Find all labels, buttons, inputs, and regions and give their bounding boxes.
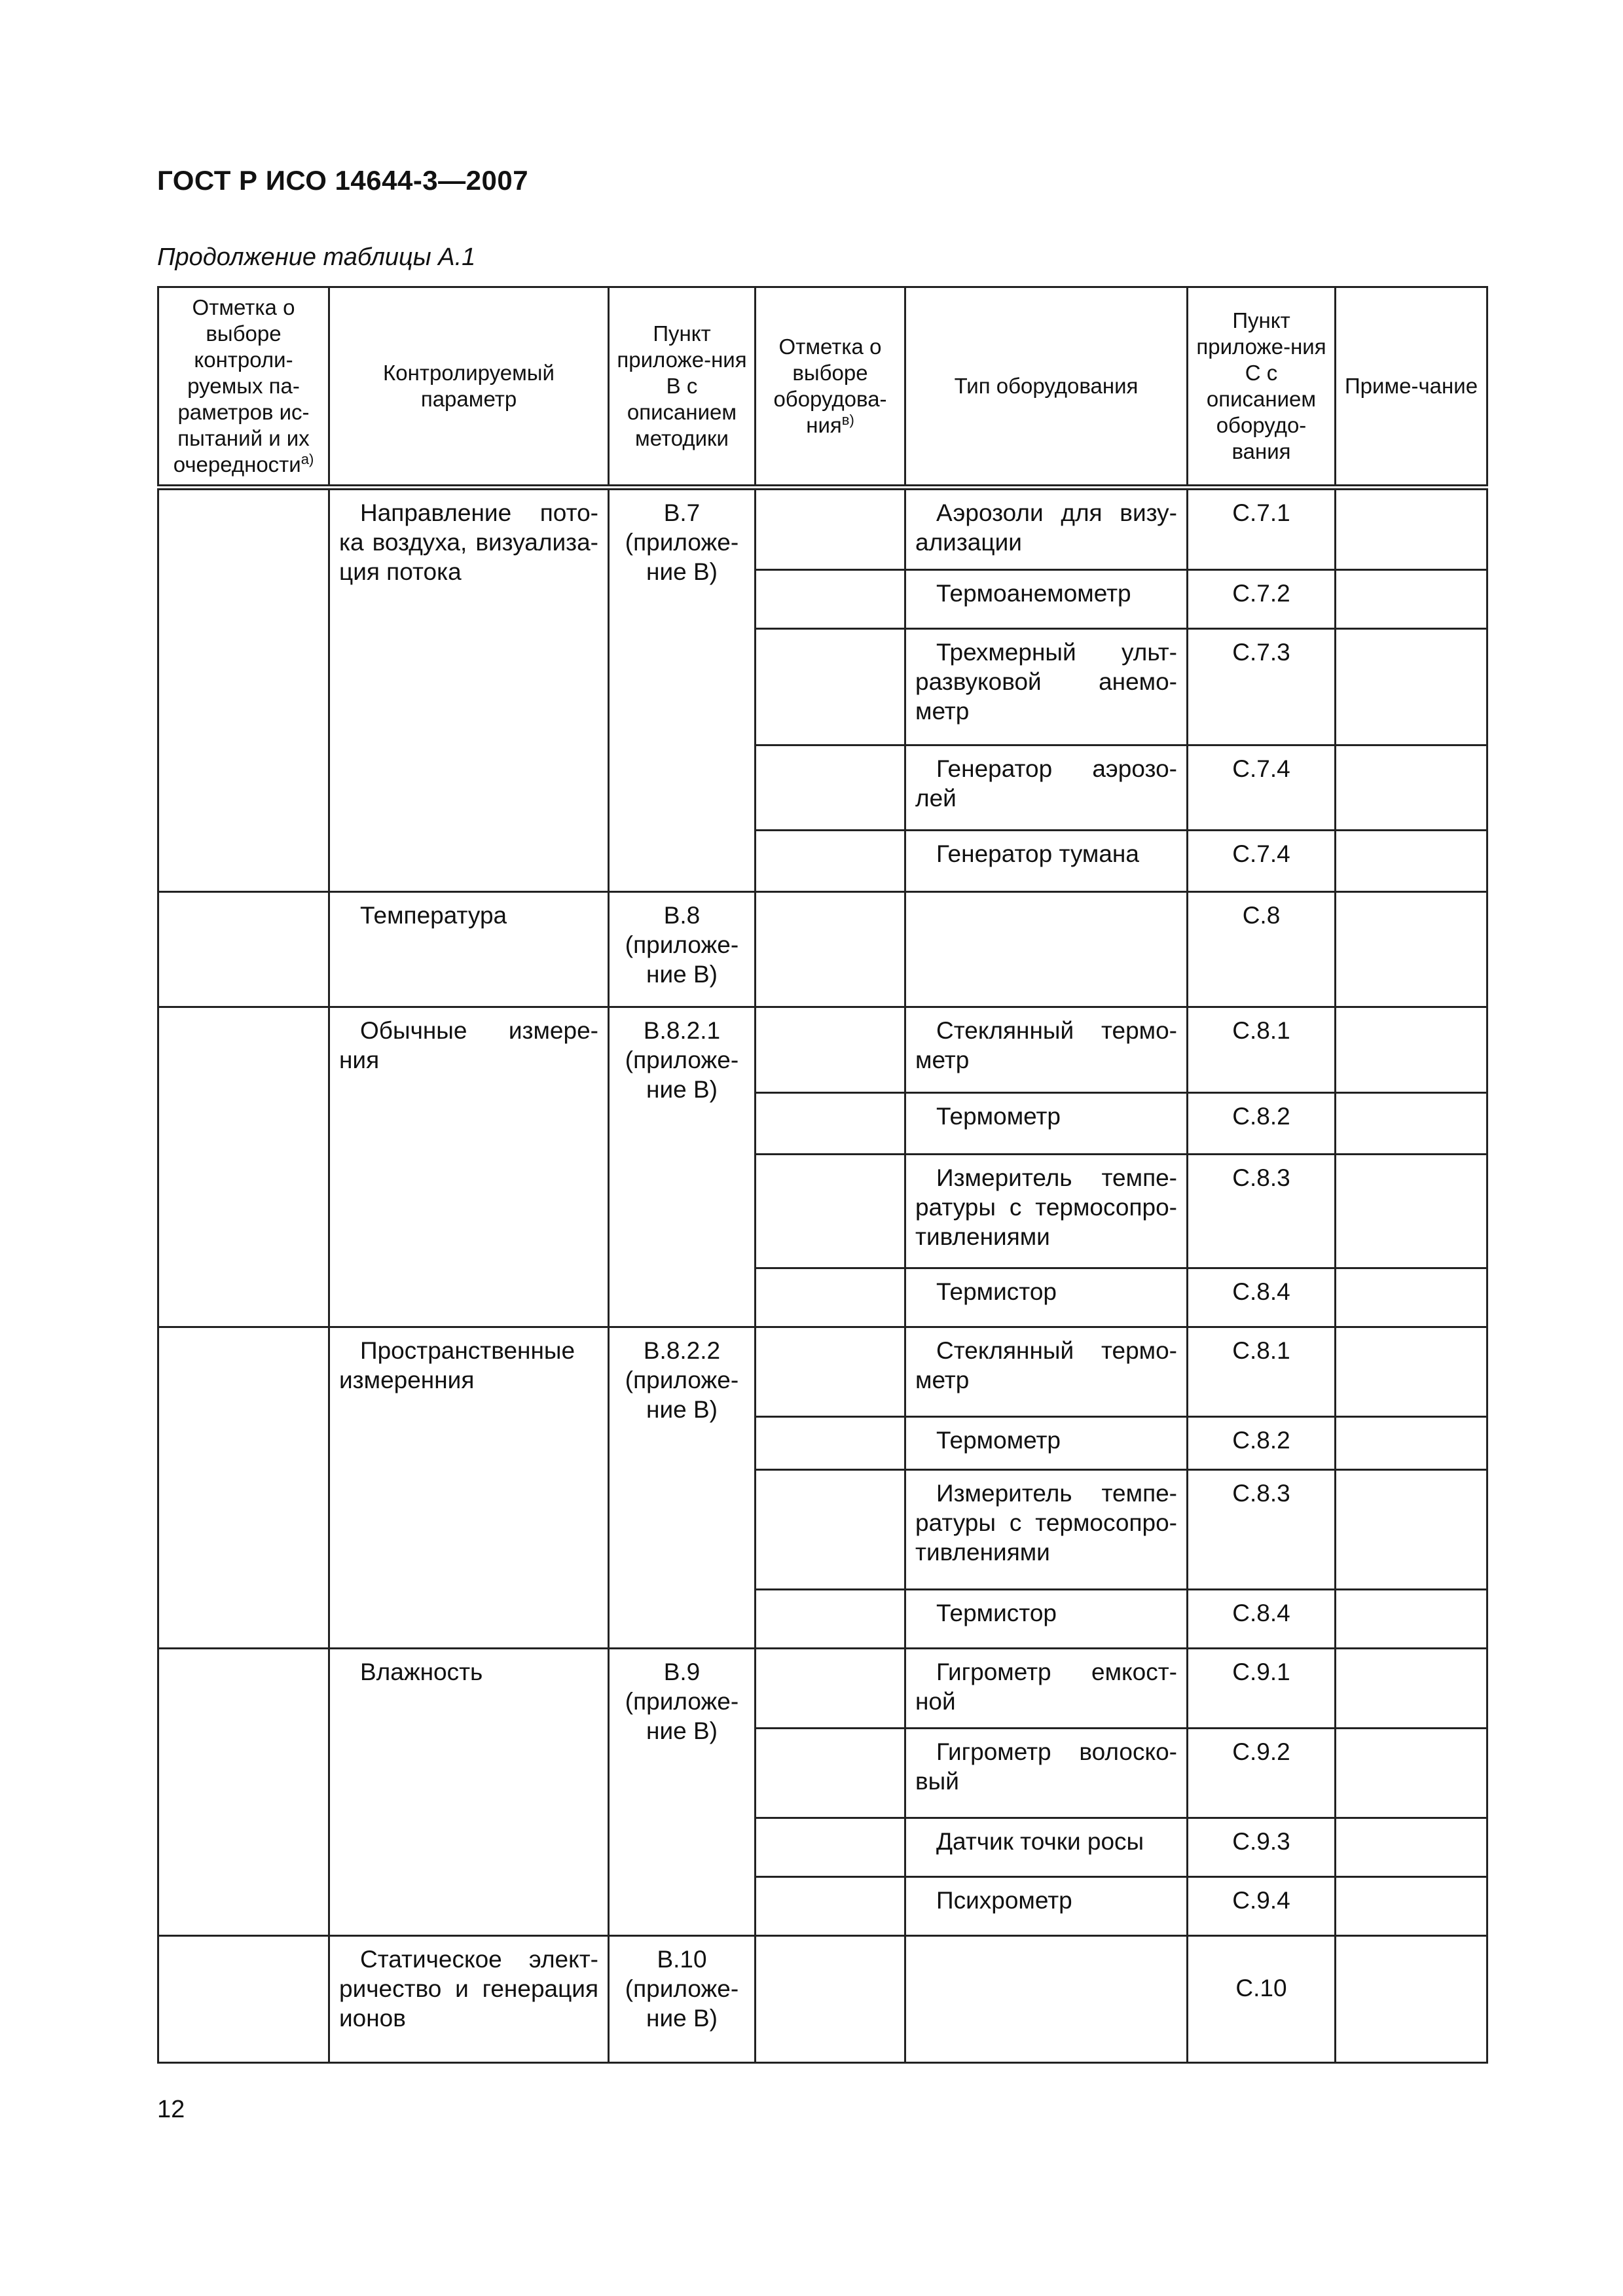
note-cell [1336, 1877, 1487, 1936]
equipment-mark-cell [756, 570, 905, 629]
equipment-cell: Термометр [905, 1093, 1188, 1155]
note-cell [1336, 1936, 1487, 2063]
header-controlled-parameter: Контролируемый параметр [329, 287, 609, 488]
note-cell [1336, 1818, 1487, 1877]
header-annex-c-clause: Пункт приложе-ния С с описанием оборудо-вания [1188, 287, 1336, 488]
document-title: ГОСТ Р ИСО 14644-3—2007 [157, 165, 529, 196]
selection-mark-cell [158, 1649, 329, 1936]
page-number: 12 [157, 2096, 185, 2123]
annex-c-clause-cell: С.8.4 [1188, 1590, 1336, 1649]
annex-b-clause-cell: В.7 (приложе-ние В) [609, 488, 756, 892]
parameter-cell: Влажность [329, 1649, 609, 1936]
header-note: Приме-чание [1336, 287, 1487, 488]
table-row [158, 1649, 1487, 1729]
note-cell [1336, 1470, 1487, 1590]
parameter-cell: Направление пото-ка воздуха, визуализа-ция потока [329, 488, 609, 892]
parameters-table [157, 286, 1488, 2064]
annex-c-clause-cell: С.7.1 [1188, 488, 1336, 570]
annex-b-clause-cell: В.8 (приложе-ние В) [609, 892, 756, 1007]
annex-c-clause-cell: С.7.2 [1188, 570, 1336, 629]
selection-mark-cell [158, 1327, 329, 1649]
equipment-mark-cell [756, 1268, 905, 1327]
header-equipment-type: Тип оборудования [905, 287, 1188, 488]
annex-c-clause-cell: С.8.2 [1188, 1093, 1336, 1155]
header-equipment-mark: Отметка о выборе оборудова-ния$^{в)}$ [756, 287, 905, 488]
table-row [158, 1936, 1487, 2063]
note-cell [1336, 1417, 1487, 1470]
equipment-cell: Стеклянный термо-метр [905, 1007, 1188, 1093]
equipment-mark-cell [756, 1155, 905, 1268]
equipment-cell: Стеклянный термо-метр [905, 1327, 1188, 1417]
annex-b-clause-cell: В.9 (приложе-ние В) [609, 1649, 756, 1936]
annex-c-clause-cell: С.9.4 [1188, 1877, 1336, 1936]
note-cell [1336, 831, 1487, 892]
equipment-mark-cell [756, 488, 905, 570]
annex-b-clause-cell: В.10 (приложе-ние В) [609, 1936, 756, 2063]
annex-c-clause-cell: С.7.3 [1188, 629, 1336, 745]
equipment-mark-cell [756, 1327, 905, 1417]
selection-mark-cell [158, 1936, 329, 2063]
note-cell [1336, 1093, 1487, 1155]
equipment-mark-cell [756, 1007, 905, 1093]
parameter-cell: Пространственные измеренния [329, 1327, 609, 1649]
annex-c-clause-cell: С.8.3 [1188, 1155, 1336, 1268]
equipment-mark-cell [756, 1590, 905, 1649]
annex-c-clause-cell: С.7.4 [1188, 745, 1336, 831]
equipment-cell: Термистор [905, 1590, 1188, 1649]
table-row [158, 892, 1487, 1007]
equipment-mark-cell [756, 1877, 905, 1936]
note-cell [1336, 1155, 1487, 1268]
equipment-mark-cell [756, 1093, 905, 1155]
equipment-cell: Гигрометр емкост-ной [905, 1649, 1188, 1729]
table-continuation-caption: Продолжение таблицы А.1 [157, 243, 476, 271]
equipment-cell: Термистор [905, 1268, 1188, 1327]
note-cell [1336, 1729, 1487, 1818]
note-cell [1336, 892, 1487, 1007]
annex-c-clause-cell: С.9.3 [1188, 1818, 1336, 1877]
annex-b-clause-cell: В.8.2.2 (приложе-ние В) [609, 1327, 756, 1649]
note-cell [1336, 1268, 1487, 1327]
note-cell [1336, 1327, 1487, 1417]
note-cell [1336, 629, 1487, 745]
equipment-cell: Термоанемометр [905, 570, 1188, 629]
note-cell [1336, 1007, 1487, 1093]
equipment-cell: Генератор тумана [905, 831, 1188, 892]
equipment-cell: Датчик точки росы [905, 1818, 1188, 1877]
annex-c-clause-cell: С.9.2 [1188, 1729, 1336, 1818]
parameter-cell: Обычные измере-ния [329, 1007, 609, 1327]
annex-c-clause-cell: С.10 [1188, 1936, 1336, 2063]
equipment-mark-cell [756, 831, 905, 892]
equipment-mark-cell [756, 1936, 905, 2063]
equipment-mark-cell [756, 629, 905, 745]
equipment-mark-cell [756, 1417, 905, 1470]
equipment-cell: Гигрометр волоско-вый [905, 1729, 1188, 1818]
table-row [158, 1007, 1487, 1093]
table-row [158, 1327, 1487, 1417]
note-cell [1336, 1590, 1487, 1649]
note-cell [1336, 488, 1487, 570]
selection-mark-cell [158, 1007, 329, 1327]
annex-c-clause-cell: С.8.3 [1188, 1470, 1336, 1590]
note-cell [1336, 1649, 1487, 1729]
equipment-mark-cell [756, 745, 905, 831]
table-header-row [158, 287, 1487, 488]
annex-c-clause-cell: С.8.2 [1188, 1417, 1336, 1470]
annex-c-clause-cell: С.8.1 [1188, 1327, 1336, 1417]
header-selection-mark: Отметка о выборе контроли-руемых па-раметров ис-пытаний и их очередности$^{а)}$ [158, 287, 329, 488]
annex-c-clause-cell: С.8.1 [1188, 1007, 1336, 1093]
equipment-mark-cell [756, 1818, 905, 1877]
equipment-cell [905, 1936, 1188, 2063]
equipment-cell: Аэрозоли для визу-ализации [905, 488, 1188, 570]
parameter-cell: Температура [329, 892, 609, 1007]
equipment-mark-cell [756, 1729, 905, 1818]
equipment-mark-cell [756, 892, 905, 1007]
selection-mark-cell [158, 892, 329, 1007]
equipment-cell: Термометр [905, 1417, 1188, 1470]
equipment-mark-cell [756, 1470, 905, 1590]
annex-c-clause-cell: С.8 [1188, 892, 1336, 1007]
equipment-cell: Измеритель темпе-ратуры с термосопро-тивлениями [905, 1155, 1188, 1268]
selection-mark-cell [158, 488, 329, 892]
equipment-cell: Психрометр [905, 1877, 1188, 1936]
header-annex-b-clause: Пункт приложе-ния В с описанием методики [609, 287, 756, 488]
note-cell [1336, 570, 1487, 629]
equipment-mark-cell [756, 1649, 905, 1729]
parameter-cell: Статическое элект-ричество и генерация ионов [329, 1936, 609, 2063]
table-row [158, 488, 1487, 570]
equipment-cell: Трехмерный ульт-развуковой анемо-метр [905, 629, 1188, 745]
annex-c-clause-cell: С.9.1 [1188, 1649, 1336, 1729]
note-cell [1336, 745, 1487, 831]
equipment-cell: Генератор аэрозо-лей [905, 745, 1188, 831]
equipment-cell [905, 892, 1188, 1007]
annex-c-clause-cell: С.7.4 [1188, 831, 1336, 892]
equipment-cell: Измеритель темпе-ратуры с термосопро-тивлениями [905, 1470, 1188, 1590]
annex-c-clause-cell: С.8.4 [1188, 1268, 1336, 1327]
annex-b-clause-cell: В.8.2.1 (приложе-ние В) [609, 1007, 756, 1327]
